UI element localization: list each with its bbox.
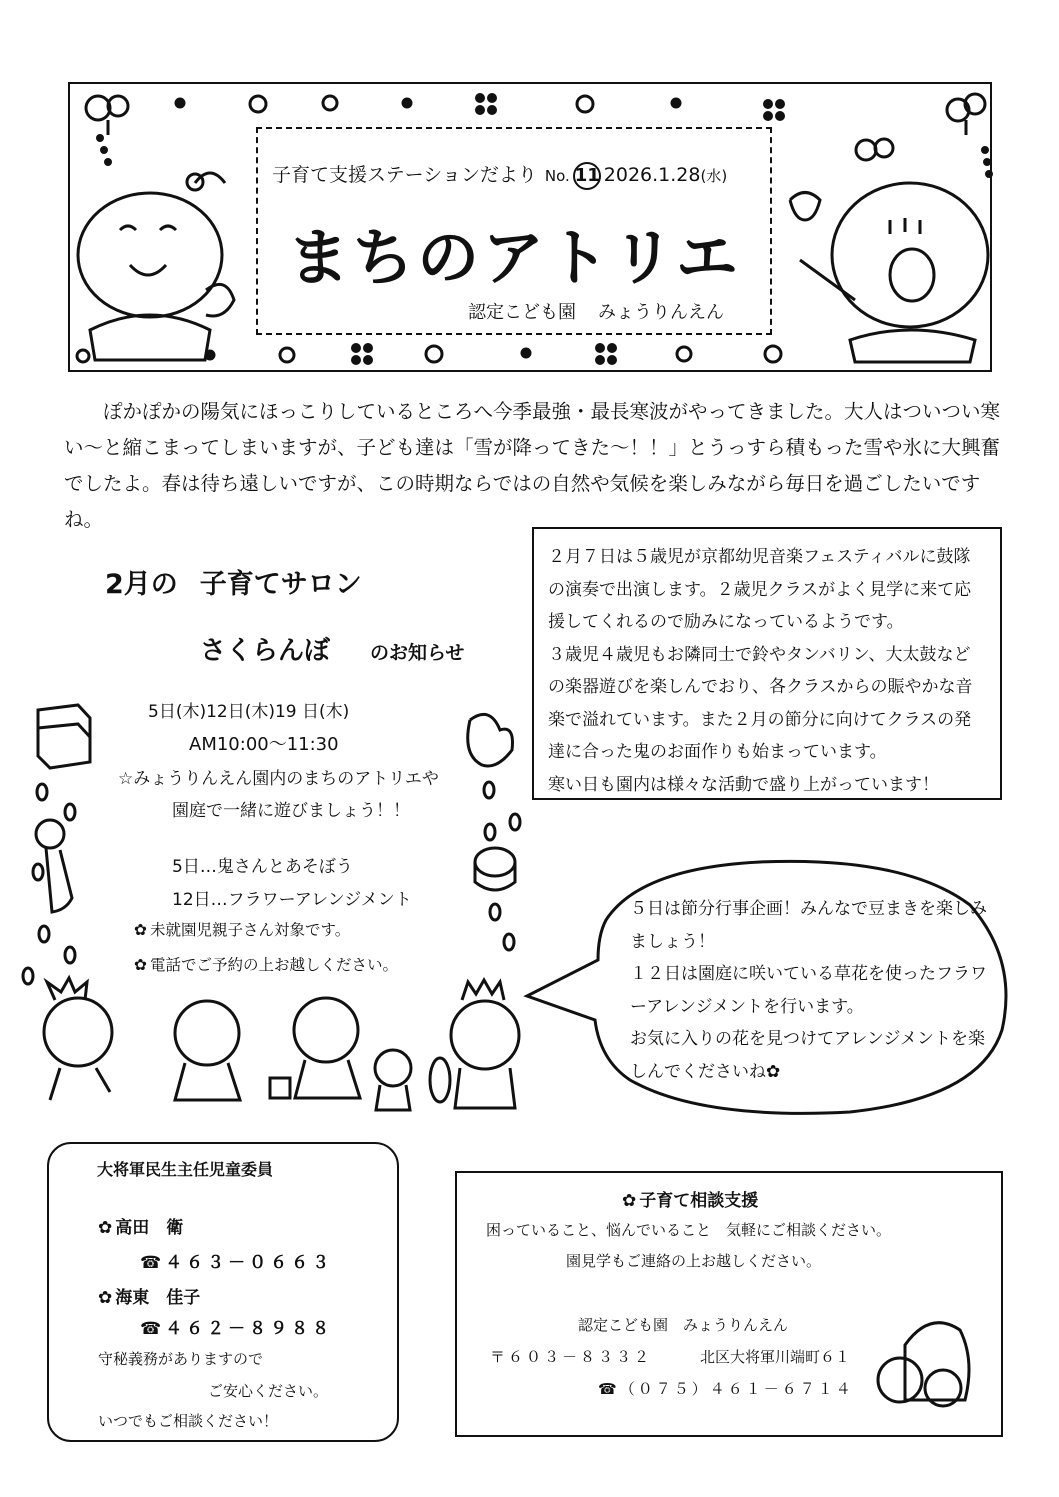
consult-line: 困っていること、悩んでいること 気軽にご相談ください。	[486, 1221, 892, 1239]
salon-description: ☆みょうりんえん園内のまちのアトリエや	[118, 769, 439, 789]
ring-decoration	[250, 96, 266, 112]
issue-weekday: (水)	[700, 167, 728, 185]
dot-decoration	[672, 99, 680, 107]
salon-note	[134, 953, 398, 975]
flower-icon	[351, 343, 373, 365]
phone-number: ４６３－０６６３	[165, 1253, 334, 1273]
consult-line: 園見学もご連絡の上お越しください。	[566, 1252, 822, 1270]
ring-decoration	[765, 346, 781, 362]
info-line: ３歳児４歳児もお隣同士で鈴やタンバリン、大太鼓などの楽器遊びを楽しんでおり、各クラスからの賑やかな音楽で溢れています。また２月の節分に向けてクラスの発達に合った鬼のお面作りも始まっています。	[548, 644, 973, 762]
school-org-name: みょうりんえん	[598, 302, 724, 323]
dot-decoration	[403, 99, 411, 107]
info-line: ２月７日は５歳児が京都幼児音楽フェスティバルに鼓隊の演奏で出演します。２歳児クラスがよく見学に来て応援してくれるので励みになっているようです。	[548, 547, 972, 632]
consult-phone	[598, 1378, 854, 1399]
salon-dates: 5日(木)12日(木)19 日(木)	[148, 702, 350, 722]
committee-member-phone	[140, 1248, 333, 1273]
dot-decoration	[176, 99, 184, 107]
ring-decoration	[677, 347, 691, 361]
committee-note: 守秘義務がありますので	[98, 1350, 264, 1368]
salon-month: 2月の	[105, 569, 178, 600]
committee-note: いつでもご相談ください！	[98, 1412, 279, 1430]
consult-address: 北区大将軍川端町６１	[700, 1348, 851, 1366]
salon-title: 子育てサロン	[199, 569, 362, 600]
salon-note	[134, 918, 350, 940]
committee-member-name	[98, 1213, 183, 1238]
flower-bullet-icon: ✿	[98, 1218, 113, 1238]
committee-title: 大将軍民生主任児童委員	[97, 1160, 274, 1179]
children-illustration	[44, 978, 519, 1110]
salon-time: AM10:00～11:30	[189, 734, 339, 755]
flower-bullet-icon: ✿	[134, 956, 147, 974]
block-toy-icon	[38, 705, 90, 768]
page-title: まちのアトリエ	[287, 221, 741, 294]
committee-member-name	[98, 1283, 200, 1308]
committee-note: ご安心ください。	[208, 1382, 329, 1400]
info-box	[532, 527, 1002, 800]
bubble-line: １２日は園庭に咲いている草花を使ったフラワーアレンジメントを行います。	[630, 964, 987, 1017]
ring-decoration	[280, 348, 294, 362]
salon-name-suffix: のお知らせ	[370, 642, 465, 664]
bubble-line-text: お気に入りの花を見つけてアレンジメントを楽しんでくださいね	[630, 1029, 985, 1082]
flower-icon	[475, 93, 497, 115]
salon-heading	[105, 562, 362, 601]
bubble-line: ５日は節分行事企画！みんなで豆まきを楽しみましょう！	[630, 899, 987, 952]
salon-description: 園庭で一緒に遊びましょう！！	[172, 801, 410, 821]
consult-title-text: 子育て相談支援	[639, 1191, 759, 1211]
newsletter-label: 子育て支援ステーションだより	[272, 164, 537, 186]
rattle-icon	[36, 820, 64, 848]
ring-decoration	[426, 346, 442, 362]
salon-event: 5日…鬼さんとあそぼう	[172, 857, 353, 877]
phone-icon: ☎	[598, 1380, 620, 1398]
intro-paragraph: ぽかぽかの陽気にほっこりしているところへ今季最強・最長寒波がやってきました。大人はついつい寒い～と縮こまってしまいますが、子ども達は「雪が降ってきた～！！」とうっすら積もった雪や氷に大興奮でしたよ。春は待ち遠しいですが、この時期ならではの自然や気候を楽しみながら毎日を過ごしたいですね。	[64, 400, 1001, 531]
ring-decoration	[323, 96, 337, 110]
info-line: 寒い日も園内は様々な活動で盛り上がっています！	[548, 774, 939, 795]
child-illustration-right	[790, 148, 992, 363]
child-illustration-left	[78, 136, 234, 361]
consult-zip: 〒６０３－８３３２	[490, 1348, 653, 1366]
issue-no-label: No.	[544, 167, 570, 185]
phone-icon: ☎	[140, 1319, 166, 1339]
phone-number: （０７５）４６１－６７１４	[619, 1380, 854, 1398]
phone-number: ４６２－８９８８	[165, 1319, 334, 1339]
issue-number: 11	[573, 162, 601, 190]
phone-icon: ☎	[140, 1253, 166, 1273]
salon-name: さくらんぼ	[200, 636, 331, 666]
dot-decoration	[522, 349, 530, 357]
bubble-line	[630, 1023, 990, 1088]
flower-bullet-icon: ✿	[766, 1061, 781, 1082]
consult-school: 認定こども園 みょうりんえん	[578, 1316, 789, 1334]
bubble-text	[630, 893, 990, 1088]
salon-note-text: 電話でご予約の上お越しください。	[150, 956, 399, 974]
salon-event: 12日…フラワーアレンジメント	[172, 890, 412, 910]
ring-decoration	[577, 96, 593, 112]
flower-bullet-icon: ✿	[98, 1288, 113, 1308]
salon-note-text: 未就園児親子さん対象です。	[150, 921, 351, 939]
flower-icon	[595, 343, 617, 365]
consult-title	[622, 1186, 758, 1211]
school-type: 認定こども園	[468, 302, 576, 323]
newsletter-header-line	[272, 160, 727, 190]
ring-decoration	[77, 350, 89, 362]
member-name-text: 高田 衛	[115, 1218, 184, 1238]
drum-icon	[475, 848, 515, 876]
holly-icon	[468, 714, 513, 766]
flower-bullet-icon: ✿	[134, 921, 147, 939]
flower-bullet-icon: ✿	[622, 1191, 637, 1211]
issue-date: 2026.1.28	[603, 164, 701, 186]
member-name-text: 海東 佳子	[115, 1288, 201, 1308]
flower-icon	[763, 99, 785, 121]
committee-member-phone	[140, 1314, 333, 1339]
school-name	[468, 298, 724, 324]
